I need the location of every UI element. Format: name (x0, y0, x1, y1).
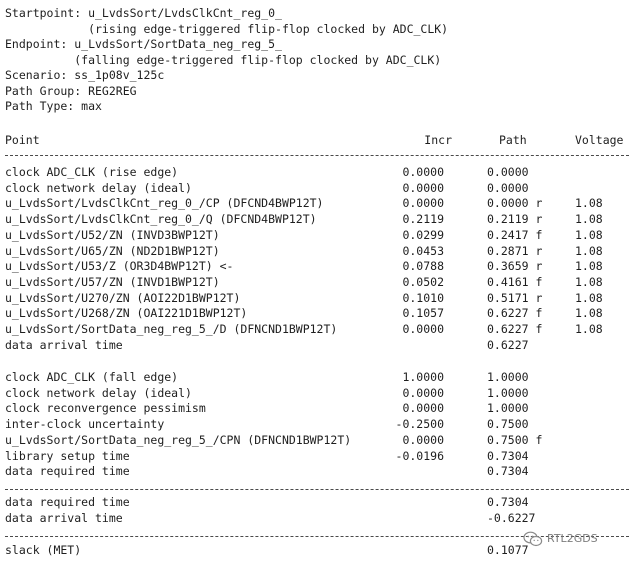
point-cell: u_LvdsSort/U52/ZN (INVD3BWP12T) (5, 227, 220, 242)
table-row (0, 244, 632, 260)
incr-cell: 0.1010 (402, 290, 444, 305)
incr-cell: 0.0000 (402, 432, 444, 447)
incr-cell: -0.2500 (395, 417, 444, 432)
path-cell: 0.4161 f (487, 274, 543, 289)
voltage-cell: 1.08 (575, 306, 603, 321)
watermark (523, 530, 598, 548)
table-row (0, 196, 632, 212)
incr-cell: 0.0502 (402, 274, 444, 289)
voltage-cell: 1.08 (575, 227, 603, 242)
column-header-point: Point (5, 133, 40, 147)
separator-summary-top (5, 489, 629, 490)
point-cell: inter-clock uncertainty (5, 417, 165, 432)
table-row (0, 370, 632, 386)
column-header-path: Path (499, 133, 527, 147)
path-cell: 0.7500 f (487, 432, 543, 447)
table-row (0, 511, 632, 527)
incr-cell: -0.0196 (395, 448, 444, 463)
path-cell: 0.3659 r (487, 259, 543, 274)
incr-cell: 0.2119 (402, 212, 444, 227)
path-cell: 0.2871 r (487, 243, 543, 258)
slack-value: 0.1077 (487, 543, 529, 557)
incr-cell: 0.1057 (402, 306, 444, 321)
separator-header (5, 155, 629, 156)
point-cell: clock reconvergence pessimism (5, 401, 206, 416)
path-cell: 0.0000 (487, 180, 529, 195)
table-row (0, 228, 632, 244)
point-cell: u_LvdsSort/LvdsClkCnt_reg_0_/CP (DFCND4BWP12T) (5, 196, 324, 211)
path-cell: 0.6227 f (487, 306, 543, 321)
incr-cell: 0.0453 (402, 243, 444, 258)
endpoint-note: (falling edge-triggered flip-flop clocked by ADC_CLK) (5, 52, 442, 67)
point-cell: data arrival time (5, 510, 123, 525)
path-cell: 0.5171 r (487, 290, 543, 305)
point-cell: u_LvdsSort/SortData_neg_reg_5_/D (DFNCND1BWP12T) (5, 322, 338, 336)
point-cell: u_LvdsSort/U270/ZN (AOI22D1BWP12T) (5, 290, 241, 305)
incr-cell: 0.0000 (402, 385, 444, 400)
path-cell: 0.0000 (487, 165, 529, 179)
table-row (0, 417, 632, 433)
point-cell: clock ADC_CLK (fall edge) (5, 370, 179, 384)
incr-cell: 0.0000 (402, 322, 444, 336)
column-header-row (0, 133, 632, 149)
path-cell: 0.7304 (487, 464, 529, 479)
table-row (0, 291, 632, 307)
wechat-icon (523, 531, 543, 547)
incr-cell: 1.0000 (402, 370, 444, 384)
scenario-line: Scenario: ss_1p08v_125c (5, 68, 165, 82)
table-row (0, 464, 632, 480)
table-row (0, 322, 632, 338)
path-cell: 1.0000 (487, 385, 529, 400)
incr-cell: 0.0299 (402, 227, 444, 242)
point-cell: data arrival time (5, 337, 123, 352)
incr-cell: 0.0000 (402, 196, 444, 211)
incr-cell: 0.0000 (402, 180, 444, 195)
voltage-cell: 1.08 (575, 196, 603, 211)
path-cell: 0.6227 (487, 337, 529, 352)
point-cell: u_LvdsSort/LvdsClkCnt_reg_0_/Q (DFCND4BWP12T) (5, 212, 317, 227)
point-cell: clock ADC_CLK (rise edge) (5, 165, 179, 179)
column-header-incr: Incr (424, 133, 452, 147)
path-cell: 0.7304 (487, 448, 529, 463)
startpoint-note: (rising edge-triggered flip-flop clocked by ADC_CLK) (5, 21, 449, 36)
point-cell: u_LvdsSort/U65/ZN (ND2D1BWP12T) (5, 243, 220, 258)
point-cell: data required time (5, 464, 130, 479)
voltage-cell: 1.08 (575, 243, 603, 258)
table-row (0, 386, 632, 402)
voltage-cell: 1.08 (575, 212, 603, 227)
path-cell: 0.0000 r (487, 196, 543, 211)
point-cell: u_LvdsSort/U268/ZN (OAI221D1BWP12T) (5, 306, 248, 321)
point-cell: u_LvdsSort/U57/ZN (INVD1BWP12T) (5, 274, 220, 289)
path-cell: 0.2119 r (487, 212, 543, 227)
table-row (0, 401, 632, 417)
point-cell: clock network delay (ideal) (5, 385, 192, 400)
path-cell: 0.2417 f (487, 227, 543, 242)
point-cell: library setup time (5, 448, 130, 463)
table-row (0, 338, 632, 354)
incr-cell: 0.0000 (402, 165, 444, 179)
point-cell: clock network delay (ideal) (5, 180, 192, 195)
voltage-cell: 1.08 (575, 259, 603, 274)
path-group-line: Path Group: REG2REG (5, 83, 137, 98)
table-row (0, 433, 632, 449)
path-cell: 0.7500 (487, 417, 529, 432)
path-cell: 1.0000 (487, 401, 529, 416)
slack-label: slack (MET) (5, 543, 82, 557)
point-cell: data required time (5, 495, 130, 509)
path-cell: 0.6227 f (487, 322, 543, 336)
point-cell: u_LvdsSort/U53/Z (OR3D4BWP12T) <- (5, 259, 234, 274)
voltage-cell: 1.08 (575, 274, 603, 289)
endpoint-line: Endpoint: u_LvdsSort/SortData_neg_reg_5_ (5, 37, 282, 51)
voltage-cell: 1.08 (575, 290, 603, 305)
table-row (0, 275, 632, 291)
voltage-cell: 1.08 (575, 322, 603, 336)
startpoint-line: Startpoint: u_LvdsSort/LvdsClkCnt_reg_0_ (5, 6, 282, 20)
table-row (0, 495, 632, 511)
table-row (0, 259, 632, 275)
path-cell: 0.7304 (487, 495, 529, 509)
table-row (0, 165, 632, 181)
table-row (0, 212, 632, 228)
path-cell: 1.0000 (487, 370, 529, 384)
incr-cell: 0.0788 (402, 259, 444, 274)
table-row (0, 449, 632, 465)
point-cell: u_LvdsSort/SortData_neg_reg_5_/CPN (DFNCND1BWP12T) (5, 432, 352, 447)
incr-cell: 0.0000 (402, 401, 444, 416)
path-type-line: Path Type: max (5, 99, 102, 113)
table-row (0, 306, 632, 322)
watermark-text: RTL2GDS (547, 532, 598, 545)
column-header-voltage: Voltage (575, 133, 624, 147)
path-cell: -0.6227 (487, 510, 536, 525)
table-row (0, 181, 632, 197)
